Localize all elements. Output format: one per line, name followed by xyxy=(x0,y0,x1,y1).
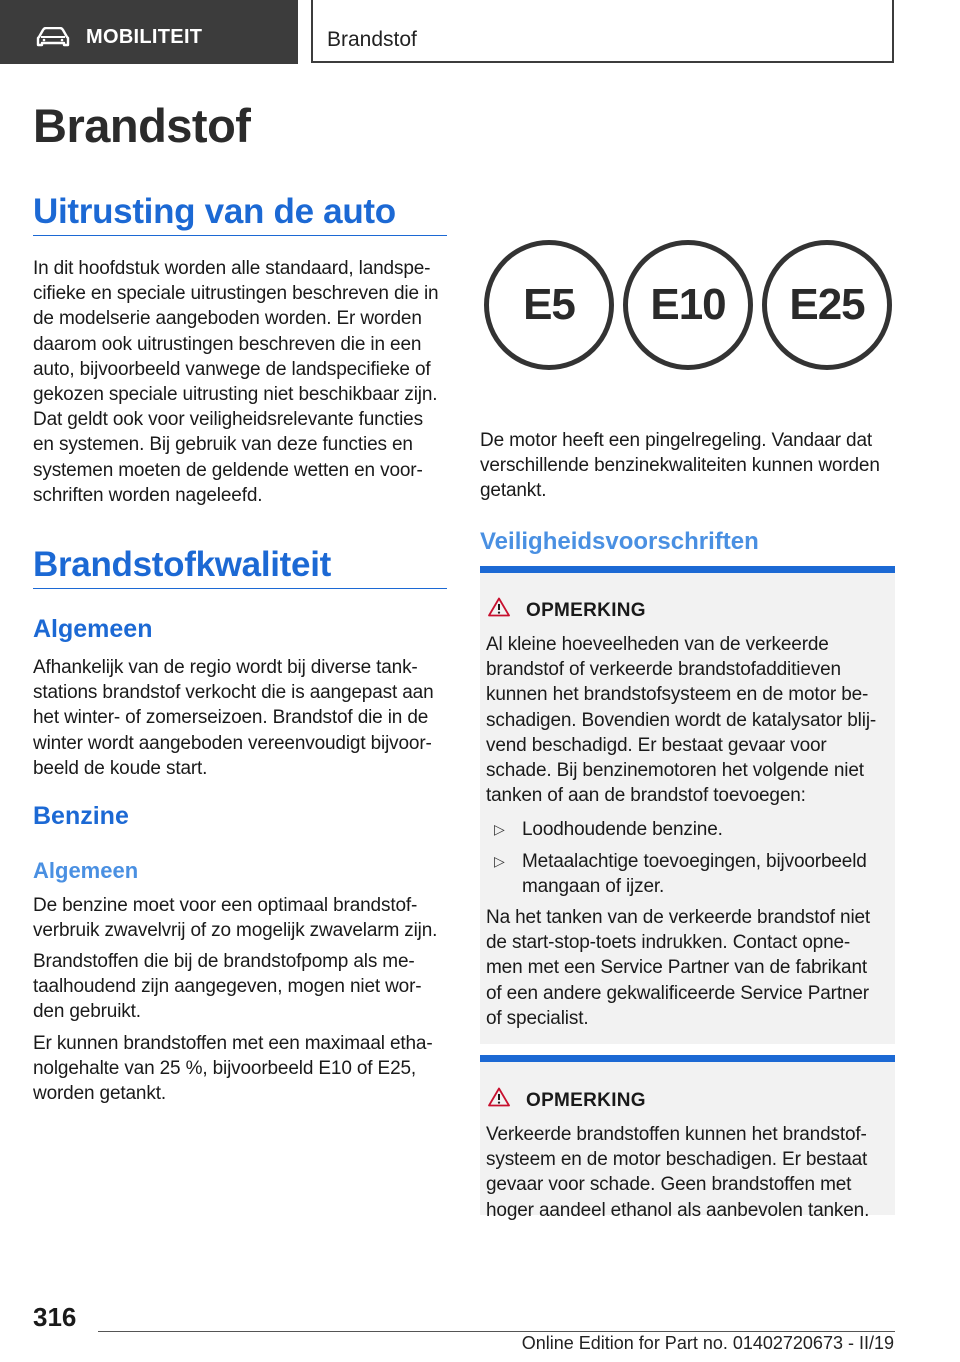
page-title: Brandstof xyxy=(33,99,251,152)
warning-icon xyxy=(488,597,510,617)
list-item: Metaalachtige toevoegingen, bijvoorbeeld mangaan of ijzer. xyxy=(522,851,867,898)
heading-rule xyxy=(33,588,447,589)
edition-text: Online Edition for Part no. 01402720673 - II/19 xyxy=(521,1333,894,1353)
equipment-text: In dit hoofdstuk worden alle standaard, landspe- cifieke en speciale uitrustingen beschreven die in de modelserie aangeboden worden. Er worden daarom ook uitrustingen beschreven die in een auto, bijvoorbeeld vanwege de landspecifieke of gekozen speciale uitrusting niet beschikbaar zijn. Dat geldt ook voor veiligheidsrelevante functies en systemen. Bij gebruik van deze functies en systemen moeten de geldende wetten en voor- schriften worden nageleefd. xyxy=(33,258,439,506)
heading-general: Algemeen xyxy=(33,615,153,643)
heading-rule xyxy=(33,235,447,236)
notice-text: Al kleine hoeveelheden van de verkeerde brandstof of verkeerde brandstofadditieven kunnen het brandstofsysteem en de motor be- schadigen. Bovendien wordt de katalysator blij- vend beschadigd. Er bestaat gevaar voor schade. Bij benzinemotoren het volgende niet tanken of aan de brandstof toevoegen: xyxy=(486,634,877,807)
petrol-text-2: Brandstoffen die bij de brandstofpomp als me- taalhoudend zijn aangegeven, mogen niet wor- den gebruikt. xyxy=(33,951,422,1023)
notice-title: OPMERKING xyxy=(526,1090,646,1111)
warning-icon xyxy=(488,1087,510,1107)
list-item: Loodhoudende benzine. xyxy=(522,819,723,840)
heading-petrol-general: Algemeen xyxy=(33,858,139,883)
general-text: Afhankelijk van de regio wordt bij diverse tank- stations brandstof verkocht die is aangepast aan het winter- of zomerseizoen. Brandstof die in de winter wordt aangeboden vereenvoudigt bijvoor- beeld de koude start. xyxy=(33,657,434,779)
notice-text: Verkeerde brandstoffen kunnen het brandstof- systeem en de motor beschadigen. Er bestaat gevaar voor schade. Geen brandstoffen met hoger aandeel ethanol als aanbevolen tanken. xyxy=(486,1124,870,1221)
footer-rule xyxy=(98,1331,895,1332)
heading-safety: Veiligheidsvoorschriften xyxy=(480,528,759,555)
knock-control-text: De motor heeft een pingelregeling. Vandaar dat verschillende benzinekwaliteiten kunnen worden getankt. xyxy=(480,430,880,502)
heading-fuel-quality: Brandstofkwaliteit xyxy=(33,545,331,584)
fuel-badge-e10: E10 xyxy=(623,240,753,370)
petrol-text-3: Er kunnen brandstoffen met een maximaal etha- nolgehalte van 25 %, bijvoorbeeld E10 of E25, worden getankt. xyxy=(33,1033,433,1105)
heading-petrol: Benzine xyxy=(33,802,129,830)
section-tab[interactable] xyxy=(0,0,298,64)
heading-equipment: Uitrusting van de auto xyxy=(33,192,396,231)
section-label: MOBILITEIT xyxy=(86,26,203,48)
notice-title: OPMERKING xyxy=(526,600,646,621)
bullet-triangle-icon: ▷ xyxy=(494,853,505,869)
car-icon xyxy=(36,27,70,47)
fuel-badge-e25: E25 xyxy=(762,240,892,370)
notice-text-after: Na het tanken van de verkeerde brandstof niet de start-stop-toets indrukken. Contact opne- men met een Service Partner van de fabrikant of een andere gekwalificeerde Service Partner of specialist. xyxy=(486,907,871,1029)
page-number: 316 xyxy=(33,1302,77,1332)
notice-box xyxy=(480,1055,895,1221)
bullet-triangle-icon: ▷ xyxy=(494,821,505,837)
fuel-badge-e5: E5 xyxy=(484,240,614,370)
petrol-text-1: De benzine moet voor een optimaal brandstof- verbruik zwavelvrij of zo mogelijk zwavelarm zijn. xyxy=(33,895,438,942)
fuel-label-image xyxy=(484,240,894,378)
chapter-header xyxy=(311,0,894,63)
notice-box xyxy=(480,566,895,1044)
chapter-label: Brandstof xyxy=(327,28,417,51)
